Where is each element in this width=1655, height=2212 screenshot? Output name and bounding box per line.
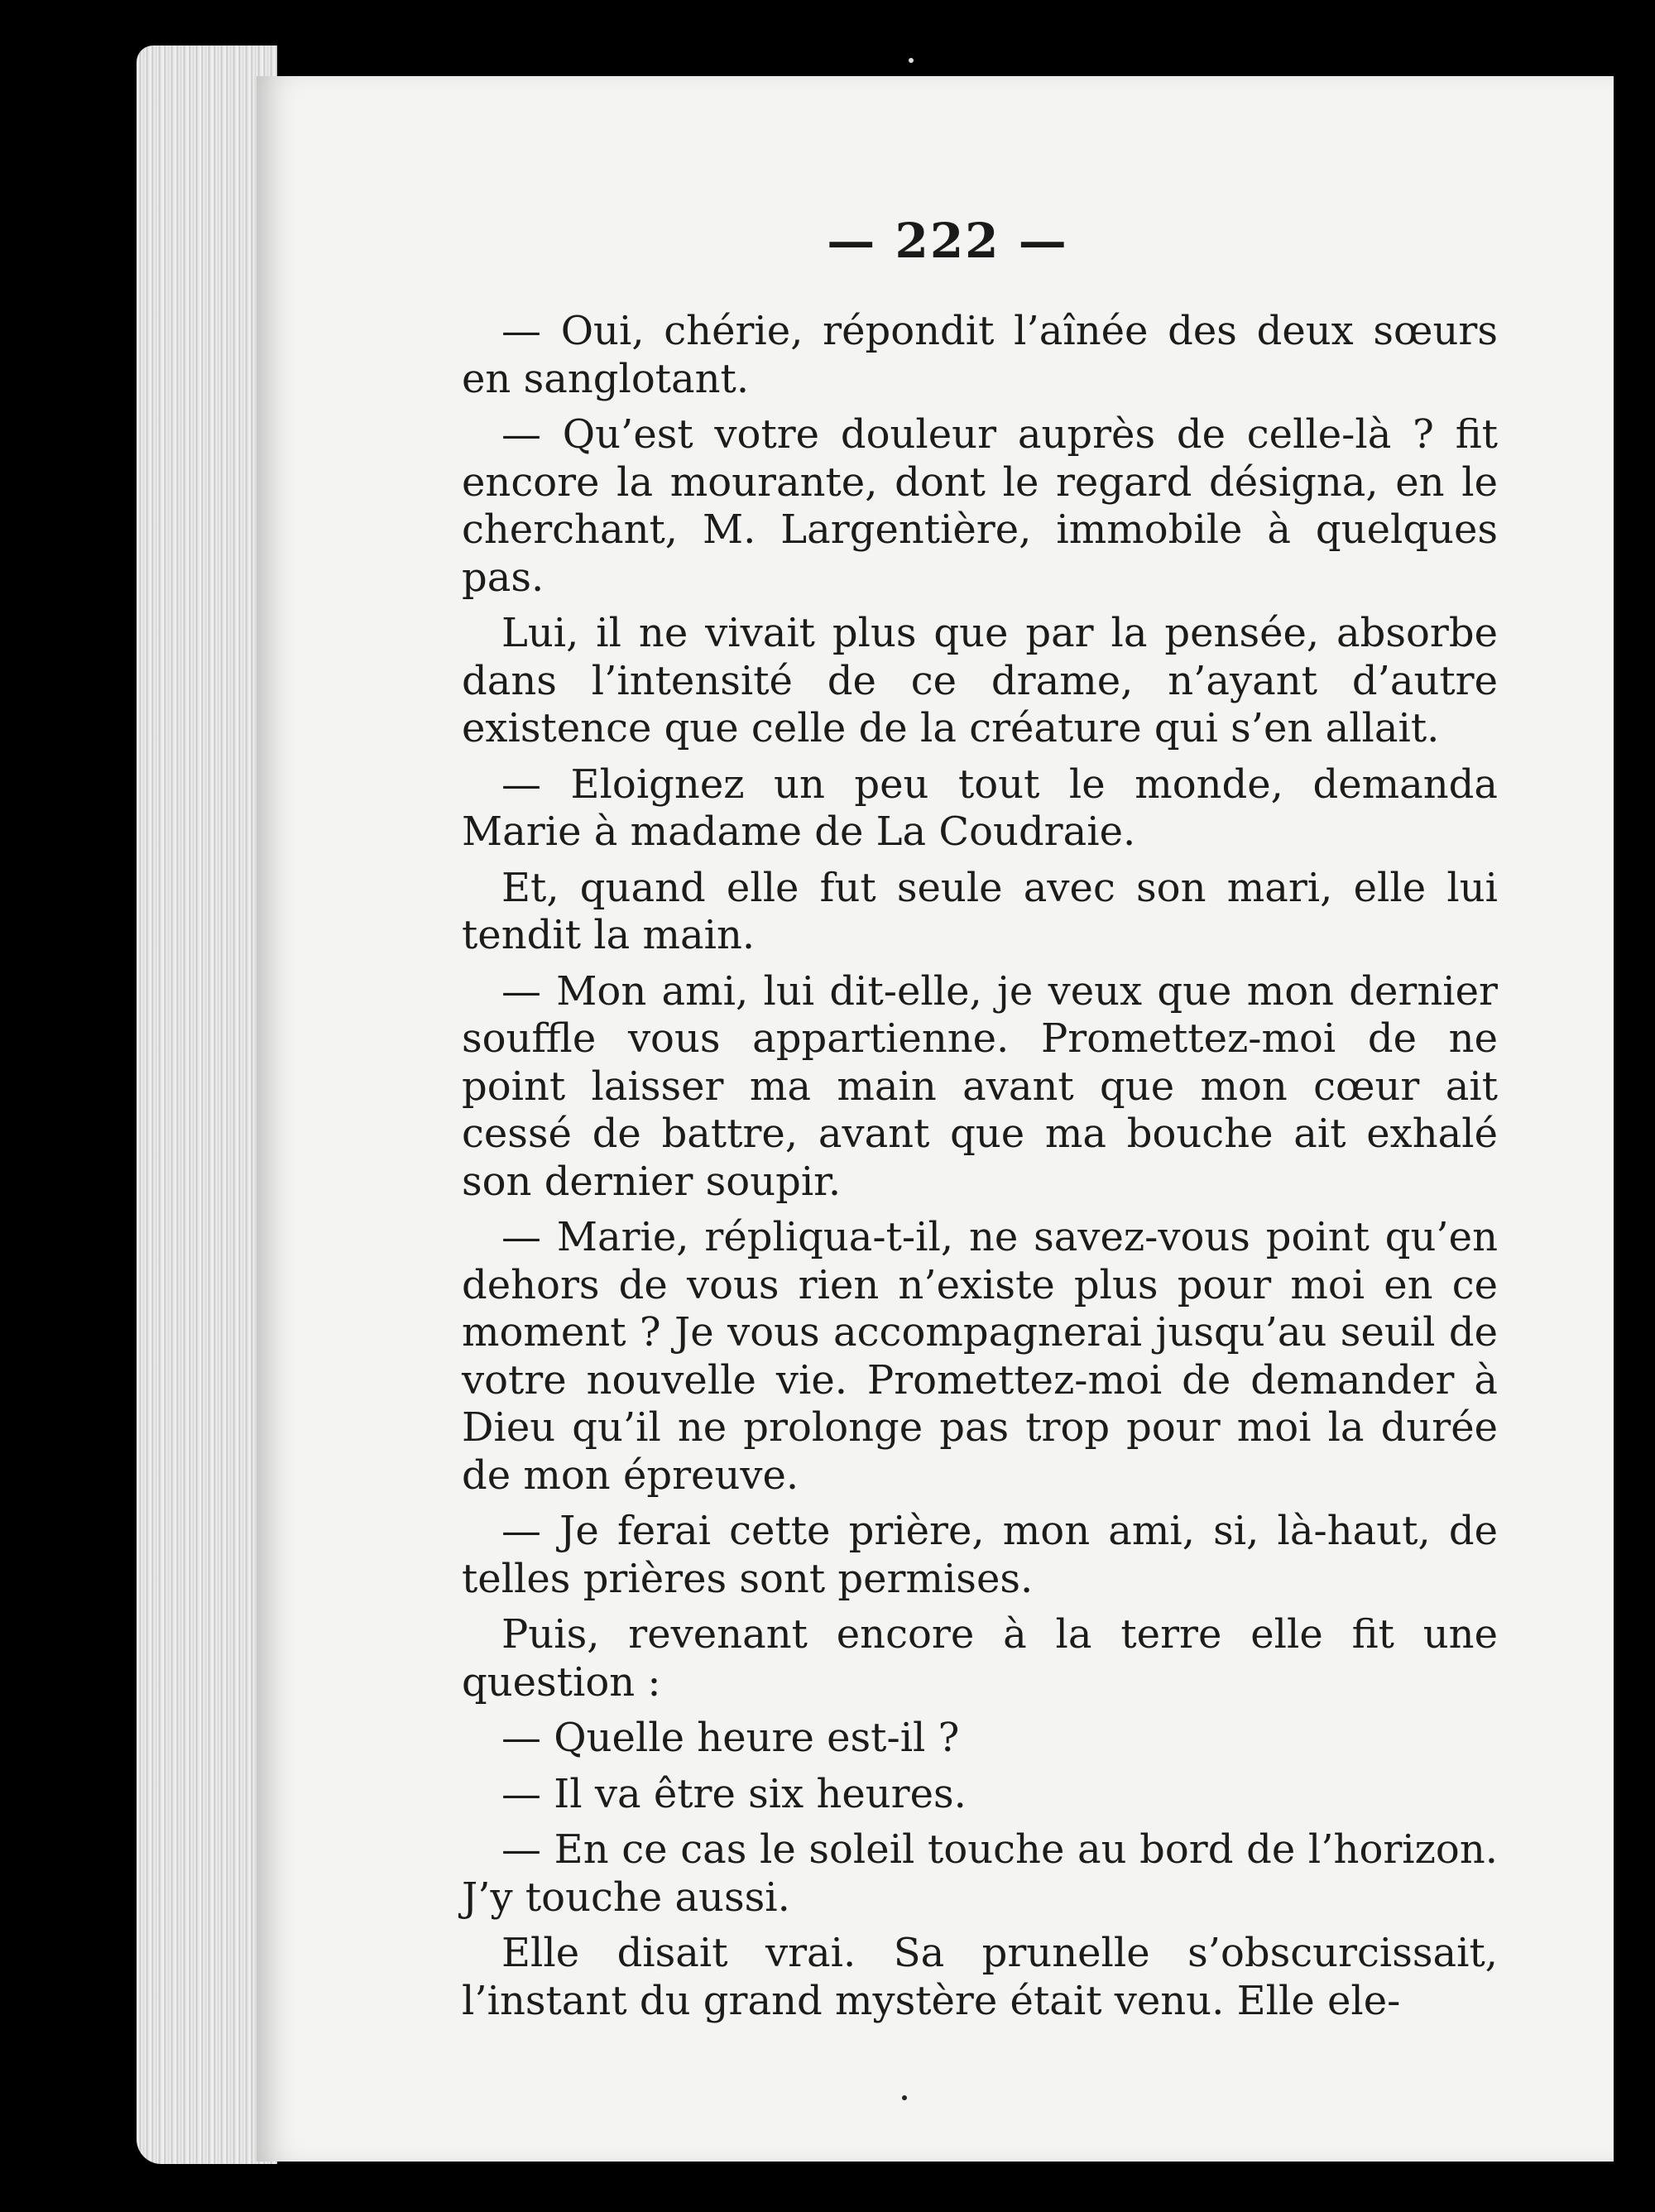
- paragraph: — Marie, répliqua-t-il, ne savez-vous point qu’en dehors de vous rien n’existe plus pour moi en ce moment ? Je vous accompagnerai jusqu’au seuil de votre nouvelle vie. Promettez-moi de demander à Dieu qu’il ne prolonge pas trop pour moi la durée de mon épreuve.: [462, 1214, 1498, 1499]
- paragraph: Lui, il ne vivait plus que par la pensée, absorbe dans l’intensité de ce drame, n’ayant d’autre existence que celle de la créature qui s’en allait.: [462, 610, 1498, 751]
- paragraph: Elle disait vrai. Sa prunelle s’obscurcissait, l’instant du grand mystère était venu. Elle ele-: [462, 1930, 1498, 2024]
- paragraph: Et, quand elle fut seule avec son mari, elle lui tendit la main.: [462, 864, 1498, 958]
- scan-speck: [902, 2095, 907, 2100]
- body-text: [462, 308, 1498, 2033]
- scan-speck: [909, 58, 914, 63]
- paragraph: — Qu’est votre douleur auprès de celle-là ? fit encore la mourante, dont le regard désigna, en le cherchant, M. Largentière, immobile à quelques pas.: [462, 411, 1498, 601]
- paragraph: — Je ferai cette prière, mon ami, si, là-haut, de telles prières sont permises.: [462, 1508, 1498, 1602]
- paragraph: — Oui, chérie, répondit l’aînée des deux sœurs en sanglotant.: [462, 308, 1498, 402]
- paragraph: — Mon ami, lui dit-elle, je veux que mon dernier souffle vous appartienne. Promettez-moi de ne point laisser ma main avant que mon cœur ait cessé de battre, avant que ma bouche ait exhalé son dernier soupir.: [462, 967, 1498, 1205]
- book-page: [257, 76, 1614, 2162]
- page-number: — 222 —: [827, 213, 1068, 269]
- paragraph: — Eloignez un peu tout le monde, demanda Marie à madame de La Coudraie.: [462, 761, 1498, 855]
- paragraph: — En ce cas le soleil touche au bord de l’horizon. J’y touche aussi.: [462, 1826, 1498, 1921]
- paragraph: Puis, revenant encore à la terre elle fit une question :: [462, 1611, 1498, 1706]
- paragraph: — Quelle heure est-il ?: [501, 1715, 960, 1761]
- paragraph: — Il va être six heures.: [501, 1770, 967, 1817]
